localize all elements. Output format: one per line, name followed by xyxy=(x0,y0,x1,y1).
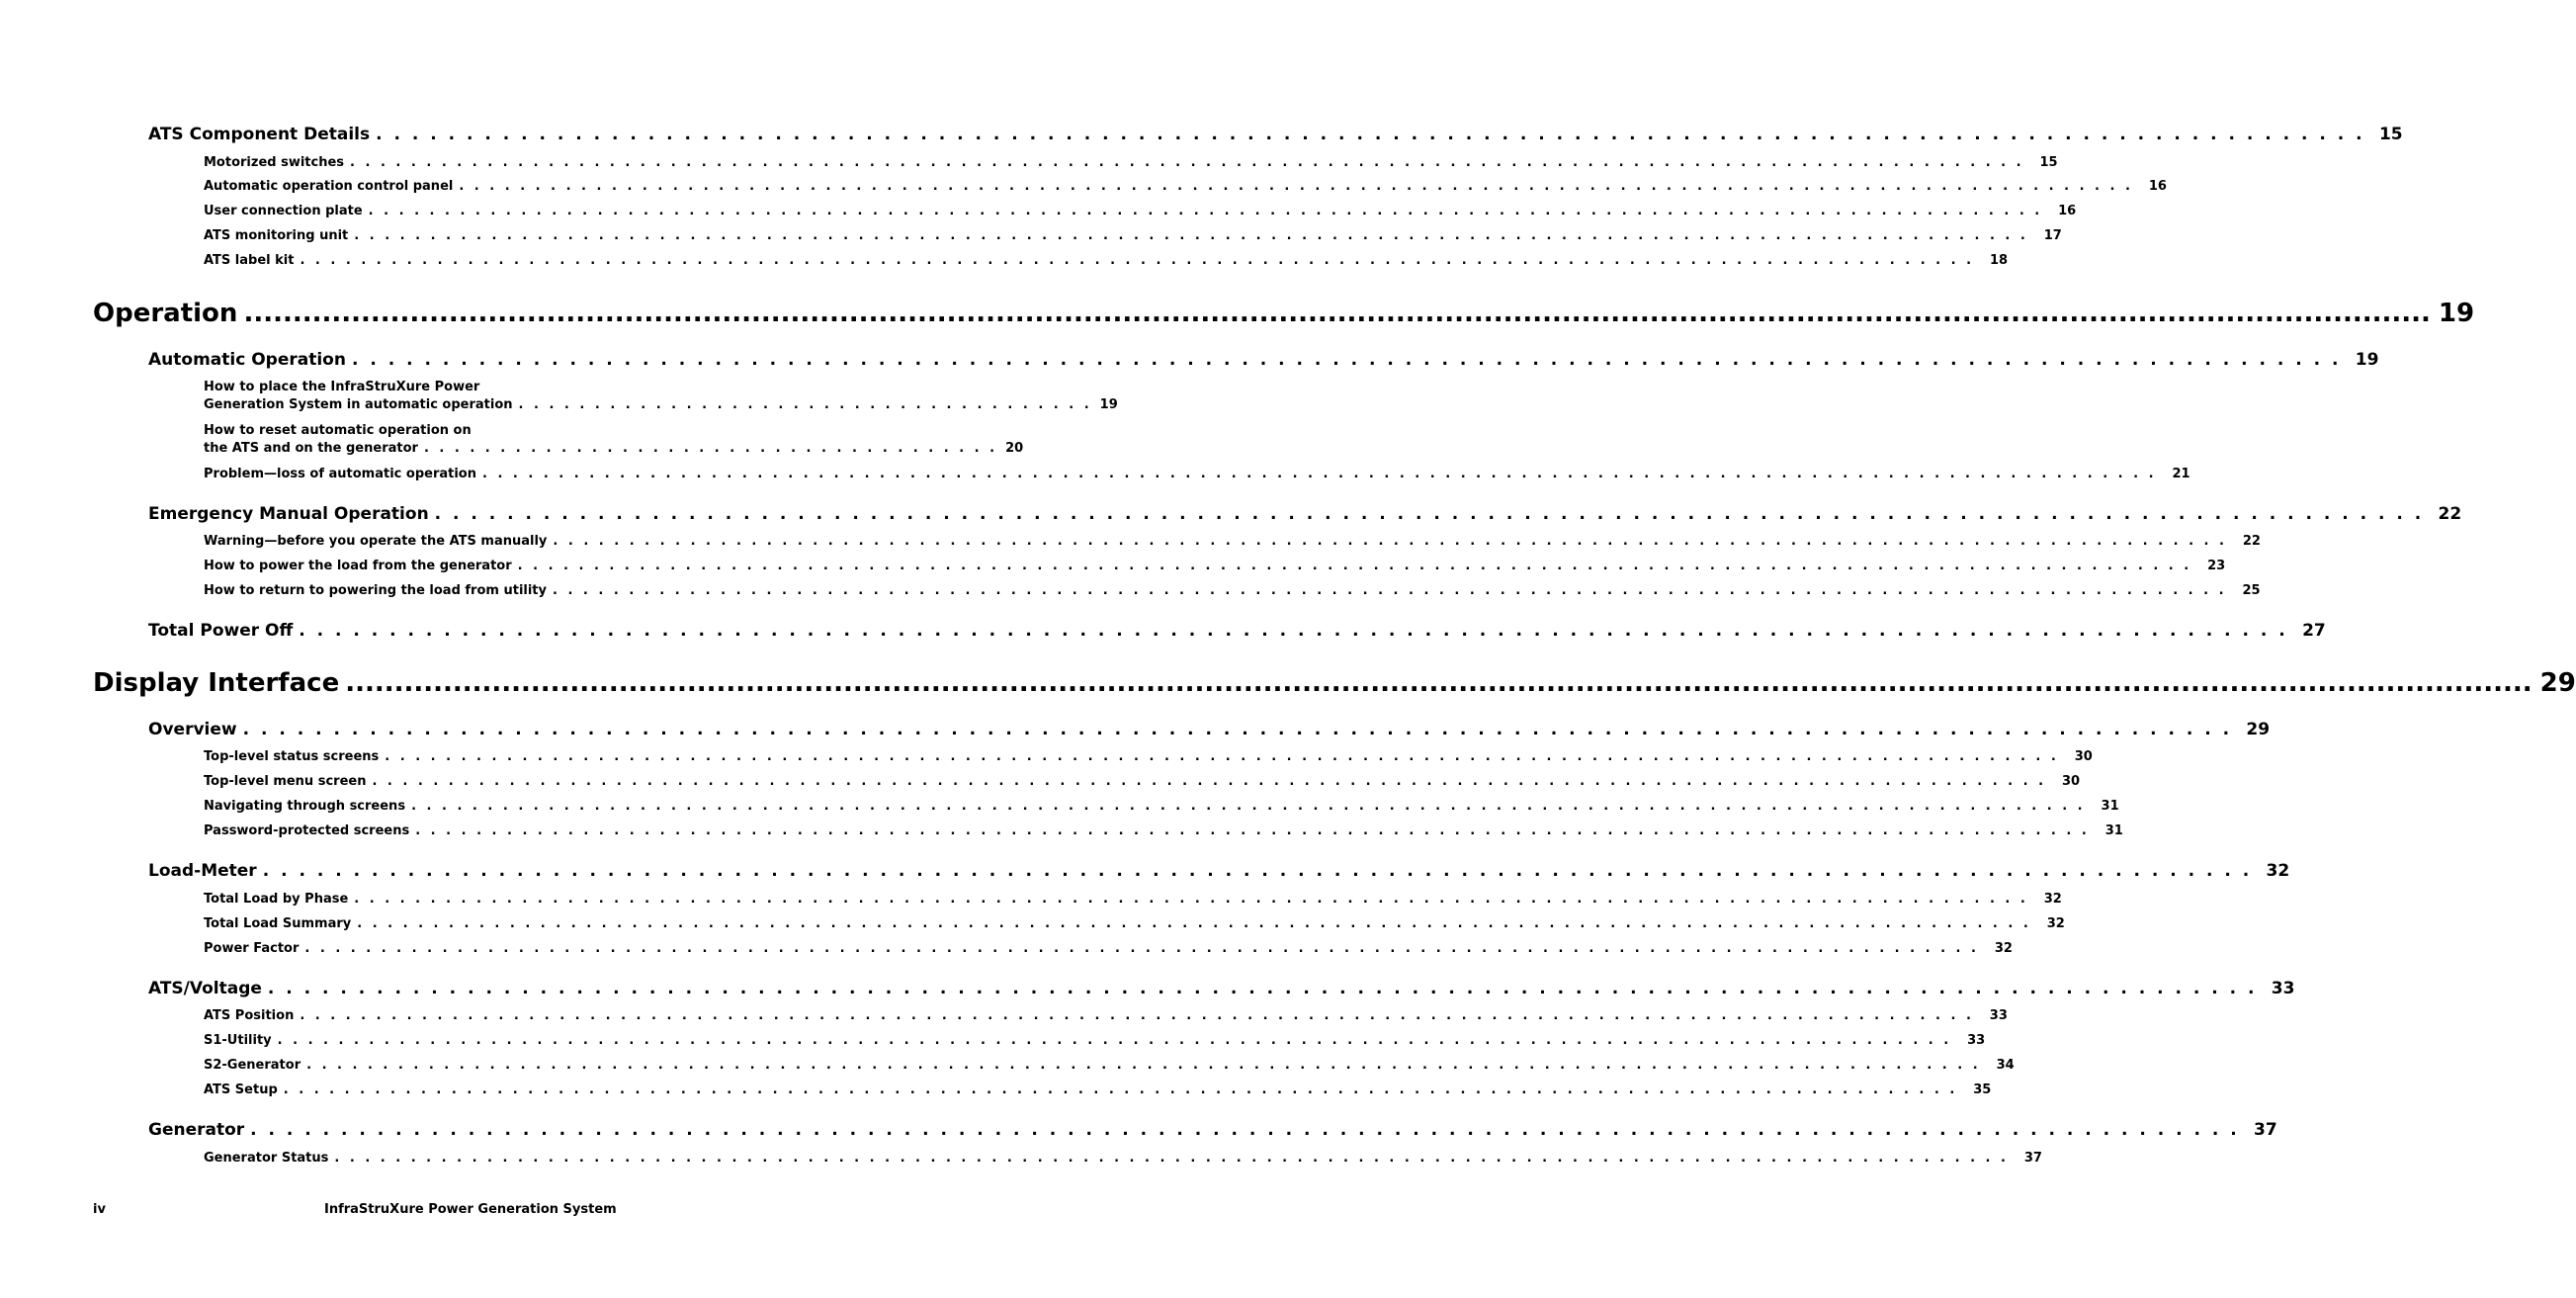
toc-title: Total Power Off xyxy=(148,621,294,641)
toc-title: Navigating through screens xyxy=(204,799,406,814)
toc-entry-top-status[interactable] xyxy=(204,749,2093,764)
toc-title: S2-Generator xyxy=(204,1058,301,1073)
toc-section-overview[interactable] xyxy=(148,720,2271,739)
toc-page: 33 xyxy=(1989,1008,2008,1023)
dot-leader xyxy=(482,467,2157,481)
toc-entry-ats-monitoring-unit[interactable] xyxy=(204,228,2062,243)
toc-page: 34 xyxy=(1996,1058,2015,1073)
toc-entry-warning-before[interactable] xyxy=(204,534,2261,549)
toc-title: Generator xyxy=(148,1120,245,1140)
toc-page: 29 xyxy=(2539,668,2576,698)
toc-entry-power-load-gen[interactable] xyxy=(204,559,2226,573)
toc-page: 32 xyxy=(2046,916,2065,931)
toc-title: How to return to powering the load from utility xyxy=(204,583,547,598)
toc-entry-how-reset-auto[interactable] xyxy=(204,423,1024,456)
toc-title: Warning—before you operate the ATS manually xyxy=(204,534,548,549)
toc-entry-s2-generator[interactable] xyxy=(204,1058,2015,1073)
dot-leader xyxy=(354,228,2028,243)
toc-title: Total Load Summary xyxy=(204,916,352,931)
toc-page: 23 xyxy=(2207,559,2226,573)
toc-page: 18 xyxy=(1989,253,2009,268)
toc-title: Load-Meter xyxy=(148,861,257,881)
dot-leader xyxy=(357,916,2031,931)
toc-entry-user-connection-plate[interactable] xyxy=(204,204,2077,218)
toc-title: Display Interface xyxy=(93,668,340,698)
dot-leader xyxy=(354,892,2028,907)
dot-leader xyxy=(278,1033,1952,1048)
toc-entry-total-load-summary[interactable] xyxy=(204,916,2065,931)
dot-leader xyxy=(304,941,1979,956)
dot-leader xyxy=(306,1058,1981,1073)
dot-leader xyxy=(372,774,2046,789)
dot-leader: . . . . . . . . . . . . . . . . . . . . . . . . . . . . . . . . . . . . . . xyxy=(423,441,998,456)
toc-entry-generator-status[interactable] xyxy=(204,1151,2042,1166)
toc-entry-s1-utility[interactable] xyxy=(204,1033,1986,1048)
dot-leader xyxy=(352,350,2342,370)
footer-page-number: iv xyxy=(93,1202,106,1217)
toc-title: Automatic Operation xyxy=(148,350,346,370)
toc-entry-navigating[interactable] xyxy=(204,799,2119,814)
toc-page: 22 xyxy=(2438,504,2462,524)
toc-page: 25 xyxy=(2242,583,2261,598)
toc-section-generator[interactable] xyxy=(148,1120,2277,1140)
dot-leader xyxy=(243,299,2430,328)
toc-title-line2: Generation System in automatic operation xyxy=(204,397,513,412)
toc-page: 19 xyxy=(2438,299,2475,328)
toc-chapter-display-interface[interactable] xyxy=(93,668,2576,698)
toc-title: Top-level status screens xyxy=(204,749,380,764)
dot-leader xyxy=(411,799,2086,814)
toc-page: 30 xyxy=(2061,774,2081,789)
toc-entry-ats-label-kit[interactable] xyxy=(204,253,2009,268)
toc-page: 31 xyxy=(2104,823,2123,838)
toc-section-total-power-off[interactable] xyxy=(148,621,2326,641)
toc-page: 29 xyxy=(2246,720,2271,739)
toc-title: ATS Setup xyxy=(204,1082,278,1097)
dot-leader xyxy=(334,1151,2009,1166)
toc-entry-password-screens[interactable] xyxy=(204,823,2123,838)
toc-section-automatic-operation[interactable] xyxy=(148,350,2379,370)
toc-page: 32 xyxy=(1994,941,2013,956)
toc-page: 15 xyxy=(2039,155,2058,170)
toc-page: 20 xyxy=(1005,441,1024,456)
toc-title: Automatic operation control panel xyxy=(204,179,454,194)
toc-page: 32 xyxy=(2266,861,2290,881)
toc-entry-auto-op-control-panel[interactable] xyxy=(204,179,2167,194)
dot-leader xyxy=(459,179,2133,194)
dot-leader xyxy=(345,668,2532,698)
dot-leader xyxy=(435,504,2425,524)
toc-title: Emergency Manual Operation xyxy=(148,504,429,524)
toc-title: Password-protected screens xyxy=(204,823,410,838)
dot-leader xyxy=(415,823,2090,838)
toc-title: Generator Status xyxy=(204,1151,329,1166)
dot-leader xyxy=(299,621,2288,641)
toc-title: ATS Position xyxy=(204,1008,295,1023)
toc-page: 17 xyxy=(2043,228,2062,243)
toc-title: Power Factor xyxy=(204,941,300,956)
dot-leader xyxy=(284,1082,1958,1097)
toc-section-emergency-manual[interactable] xyxy=(148,504,2462,524)
dot-leader xyxy=(300,1008,1974,1023)
dot-leader xyxy=(243,720,2233,739)
toc-entry-ats-position[interactable] xyxy=(204,1008,2008,1023)
toc-entry-problem-loss[interactable] xyxy=(204,467,2190,481)
toc-entry-total-load-phase[interactable] xyxy=(204,892,2062,907)
toc-page: 37 xyxy=(2254,1120,2277,1140)
toc-section-ats-voltage[interactable] xyxy=(148,979,2295,998)
toc-title: ATS label kit xyxy=(204,253,295,268)
toc-page: 35 xyxy=(1973,1082,1992,1097)
toc-title-line1: How to place the InfraStruXure Power xyxy=(204,380,480,394)
dot-leader xyxy=(376,125,2365,144)
toc-page: 16 xyxy=(2148,179,2167,194)
toc-page: 19 xyxy=(2355,350,2379,370)
dot-leader xyxy=(300,253,1974,268)
toc-page: 15 xyxy=(2378,125,2403,144)
dot-leader xyxy=(350,155,2024,170)
toc-page: 37 xyxy=(2023,1151,2042,1166)
dot-leader xyxy=(268,979,2258,998)
toc-page: 33 xyxy=(1967,1033,1986,1048)
toc-page: 33 xyxy=(2271,979,2295,998)
dot-leader: . . . . . . . . . . . . . . . . . . . . . . . . . . . . . . . . . . . . . . xyxy=(518,397,1092,412)
toc-title: Operation xyxy=(93,299,238,328)
toc-page: 31 xyxy=(2101,799,2119,814)
toc-entry-ats-setup[interactable] xyxy=(204,1082,1992,1097)
toc-entry-power-factor[interactable] xyxy=(204,941,2013,956)
toc-title: Motorized switches xyxy=(204,155,345,170)
footer-doc-title: InfraStruXure Power Generation System xyxy=(324,1202,617,1217)
dot-leader xyxy=(385,749,2059,764)
toc-title: ATS/Voltage xyxy=(148,979,262,998)
toc-section-load-meter[interactable] xyxy=(148,861,2290,881)
toc-title: ATS monitoring unit xyxy=(204,228,349,243)
toc-page: 16 xyxy=(2058,204,2077,218)
toc-title: Problem—loss of automatic operation xyxy=(204,467,476,481)
toc-title-line1: How to reset automatic operation on xyxy=(204,423,472,438)
toc-page: 21 xyxy=(2172,467,2190,481)
toc-title: Overview xyxy=(148,720,237,739)
toc-title: User connection plate xyxy=(204,204,363,218)
toc-page: 30 xyxy=(2074,749,2093,764)
toc-entry-how-place-auto[interactable] xyxy=(204,380,1118,412)
toc-title: How to power the load from the generator xyxy=(204,559,512,573)
dot-leader xyxy=(553,583,2227,598)
toc-section-ats-component-details[interactable] xyxy=(148,125,2403,144)
toc-page: 32 xyxy=(2043,892,2062,907)
toc-chapter-operation[interactable] xyxy=(93,299,2475,328)
toc-entry-motorized-switches[interactable] xyxy=(204,155,2058,170)
toc-page: 22 xyxy=(2242,534,2261,549)
toc-entry-top-menu[interactable] xyxy=(204,774,2081,789)
dot-leader xyxy=(553,534,2227,549)
dot-leader xyxy=(369,204,2043,218)
toc-entry-return-utility[interactable] xyxy=(204,583,2261,598)
dot-leader xyxy=(263,861,2253,881)
dot-leader xyxy=(518,559,2192,573)
toc-page: 27 xyxy=(2302,621,2326,641)
toc-title: Top-level menu screen xyxy=(204,774,367,789)
toc-page: 19 xyxy=(1099,397,1118,412)
toc-title: Total Load by Phase xyxy=(204,892,349,907)
dot-leader xyxy=(250,1120,2240,1140)
toc-title: S1-Utility xyxy=(204,1033,272,1048)
toc-title: ATS Component Details xyxy=(148,125,371,144)
toc-title-line2: the ATS and on the generator xyxy=(204,441,418,456)
